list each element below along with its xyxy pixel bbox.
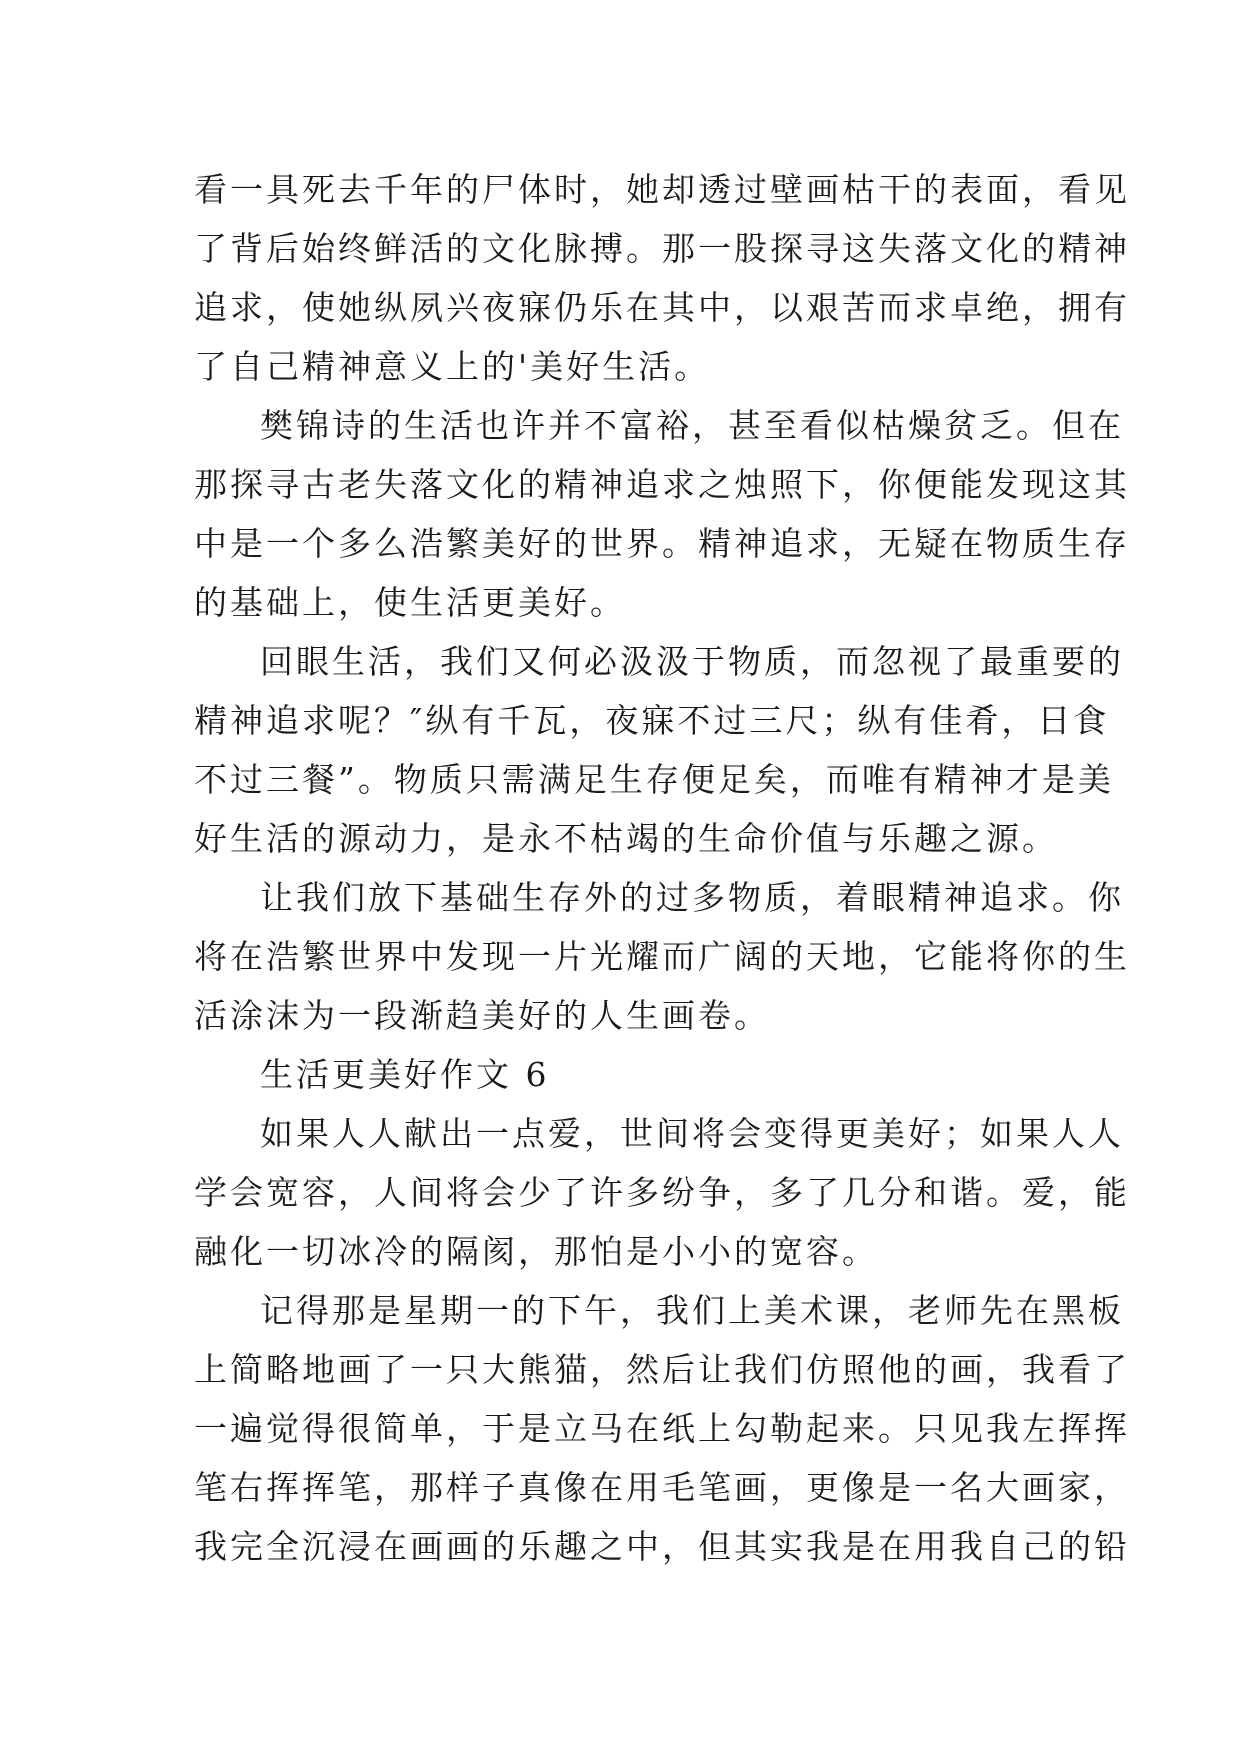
text-line: 追求，使她纵夙兴夜寐仍乐在其中，以艰苦而求卓绝，拥有 (194, 288, 1130, 327)
text-line: 了自己精神意义上的'美好生活。 (194, 347, 711, 386)
text-line: 看一具死去千年的尸体时，她却透过壁画枯干的表面，看见 (194, 170, 1130, 209)
text-line: 让我们放下基础生存外的过多物质，着眼精神追求。你 (260, 878, 1124, 917)
text-line: 将在浩繁世界中发现一片光耀而广阔的天地，它能将你的生 (194, 937, 1130, 976)
text-line: 不过三餐”。物质只需满足生存便足矣，而唯有精神才是美 (194, 760, 1114, 799)
text-line: 笔右挥挥笔，那样子真像在用毛笔画，更像是一名大画家， (194, 1468, 1130, 1507)
text-line: 记得那是星期一的下午，我们上美术课，老师先在黑板 (260, 1291, 1124, 1330)
text-line: 了背后始终鲜活的文化脉搏。那一股探寻这失落文化的精神 (194, 229, 1130, 268)
text-line: 中是一个多么浩繁美好的世界。精神追求，无疑在物质生存 (194, 524, 1130, 563)
text-line: 活涂沫为一段渐趋美好的人生画卷。 (194, 996, 770, 1035)
text-line: 好生活的源动力，是永不枯竭的生命价值与乐趣之源。 (194, 819, 1058, 858)
text-line: 的基础上，使生活更美好。 (194, 583, 626, 622)
text-line: 樊锦诗的生活也许并不富裕，甚至看似枯燥贫乏。但在 (260, 406, 1124, 445)
text-line: 生活更美好作文 6 (260, 1055, 550, 1094)
text-line: 我完全沉浸在画画的乐趣之中，但其实我是在用我自己的铅 (194, 1527, 1130, 1566)
text-line: 一遍觉得很简单，于是立马在纸上勾勒起来。只见我左挥挥 (194, 1409, 1130, 1448)
text-line: 回眼生活，我们又何必汲汲于物质，而忽视了最重要的 (260, 642, 1124, 681)
document-body (194, 160, 1130, 1576)
text-line: 上简略地画了一只大熊猫，然后让我们仿照他的画，我看了 (194, 1350, 1130, 1389)
text-line: 精神追求呢？″纵有千瓦，夜寐不过三尺；纵有佳肴，日食 (194, 701, 1110, 740)
text-line: 如果人人献出一点爱，世间将会变得更美好；如果人人 (260, 1114, 1124, 1153)
text-line: 融化一切冰冷的隔阂，那怕是小小的宽容。 (194, 1232, 878, 1271)
text-line: 学会宽容，人间将会少了许多纷争，多了几分和谐。爱，能 (194, 1173, 1130, 1212)
text-line: 那探寻古老失落文化的精神追求之烛照下，你便能发现这其 (194, 465, 1130, 504)
